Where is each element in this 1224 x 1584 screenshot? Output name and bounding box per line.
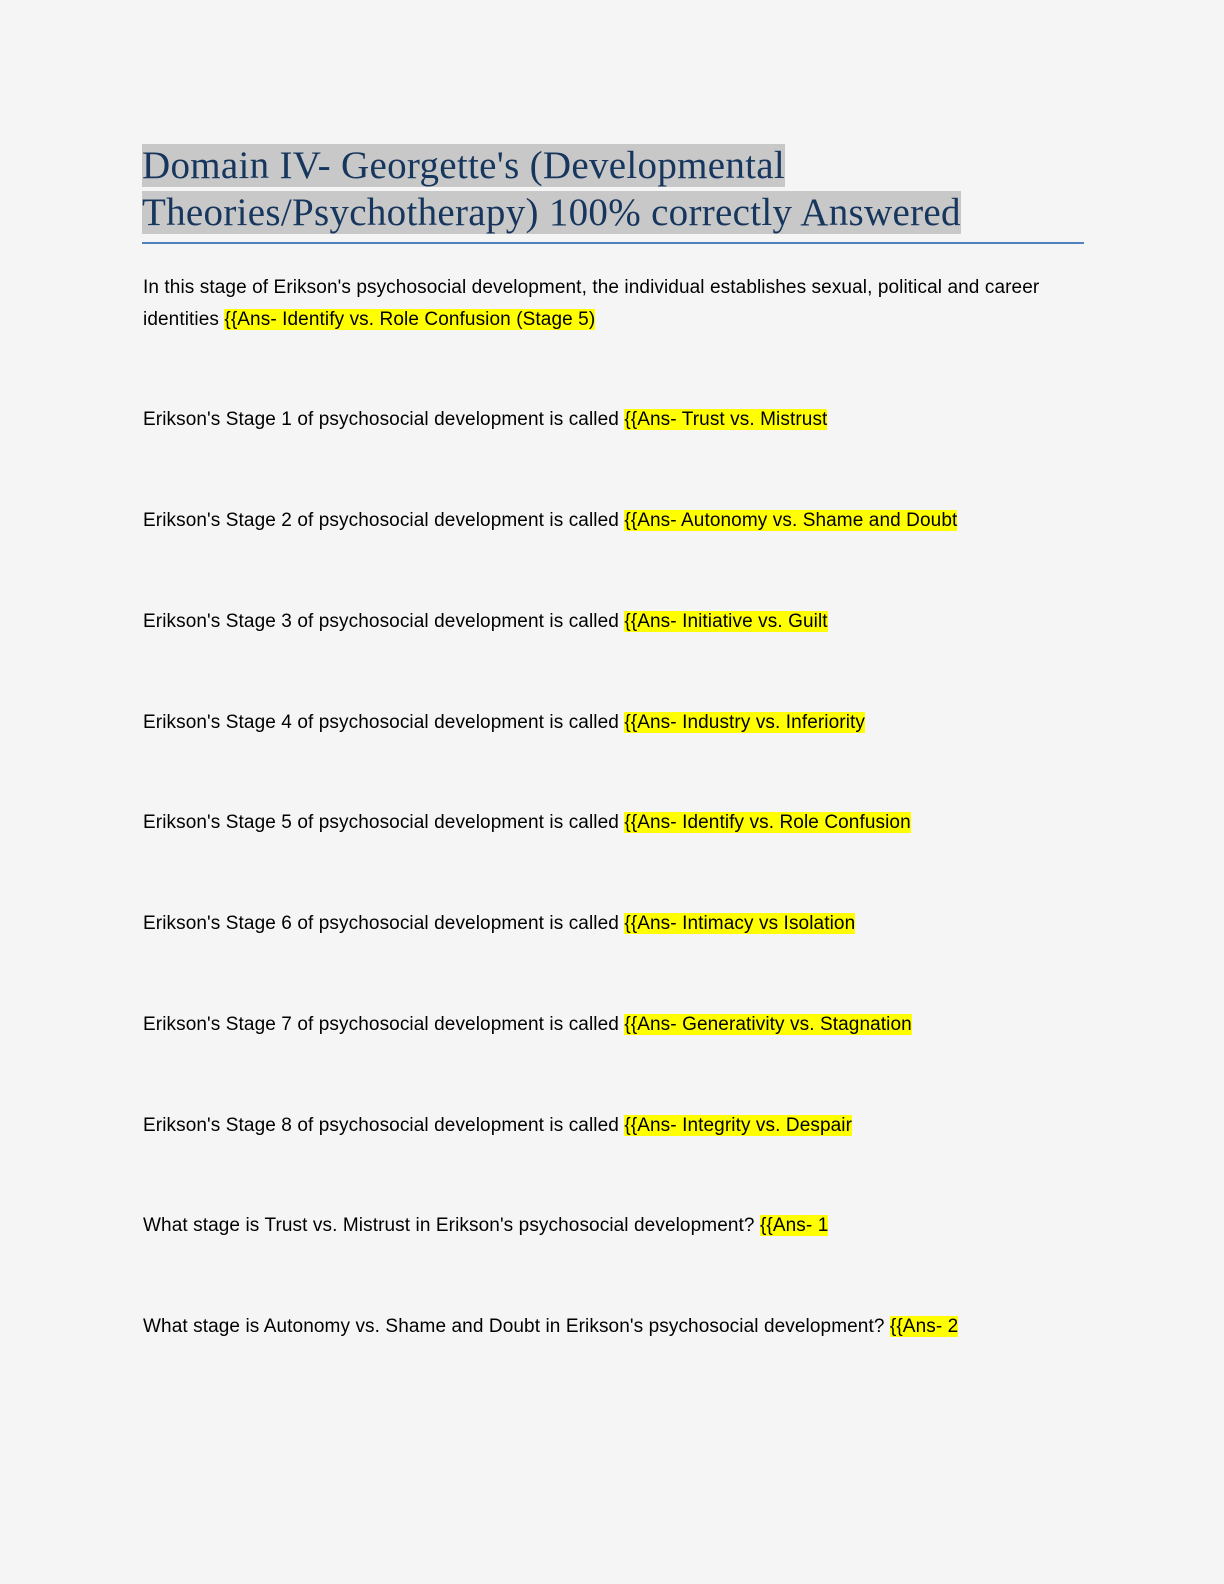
question-text: Erikson's Stage 4 of psychosocial development is called <box>143 712 619 733</box>
qa-item <box>143 505 1083 537</box>
answer-highlight: {{Ans- Integrity vs. Despair <box>624 1115 853 1136</box>
answer-highlight: {{Ans- Industry vs. Inferiority <box>624 712 866 733</box>
qa-item <box>143 1311 1083 1343</box>
answer-highlight: {{Ans- Intimacy vs Isolation <box>624 913 856 934</box>
answer-highlight: {{Ans- Trust vs. Mistrust <box>624 409 828 430</box>
question-text: What stage is Trust vs. Mistrust in Erikson's psychosocial development? <box>143 1215 755 1236</box>
answer-highlight: {{Ans- Generativity vs. Stagnation <box>624 1014 912 1035</box>
qa-item <box>143 908 1083 940</box>
answer-highlight: {{Ans- Initiative vs. Guilt <box>624 611 828 632</box>
question-text: Erikson's Stage 1 of psychosocial development is called <box>143 409 619 430</box>
qa-item <box>143 272 1083 336</box>
answer-highlight: {{Ans- 2 <box>889 1316 959 1337</box>
question-text: In this stage of Erikson's psychosocial development, the individual establishes sexual, political and career identities <box>143 277 1040 330</box>
qa-item <box>143 1009 1083 1041</box>
qa-item <box>143 1210 1083 1242</box>
document-title-block <box>142 142 1084 244</box>
qa-item <box>143 1110 1083 1142</box>
qa-item <box>143 807 1083 839</box>
question-text: Erikson's Stage 7 of psychosocial development is called <box>143 1014 619 1035</box>
qa-item <box>143 606 1083 638</box>
qa-item <box>143 707 1083 739</box>
question-text: Erikson's Stage 3 of psychosocial development is called <box>143 611 619 632</box>
question-text: Erikson's Stage 6 of psychosocial development is called <box>143 913 619 934</box>
question-text: Erikson's Stage 5 of psychosocial development is called <box>143 812 619 833</box>
answer-highlight: {{Ans- 1 <box>759 1215 829 1236</box>
answer-highlight: {{Ans- Autonomy vs. Shame and Doubt <box>624 510 958 531</box>
document-title: Domain IV- Georgette's (Developmental Theories/Psychotherapy) 100% correctly Answered <box>142 144 961 234</box>
answer-highlight: {{Ans- Identify vs. Role Confusion (Stage 5) <box>224 309 596 330</box>
question-text: Erikson's Stage 2 of psychosocial development is called <box>143 510 619 531</box>
qa-item <box>143 404 1083 436</box>
answer-highlight: {{Ans- Identify vs. Role Confusion <box>624 812 911 833</box>
question-text: Erikson's Stage 8 of psychosocial development is called <box>143 1115 619 1136</box>
question-text: What stage is Autonomy vs. Shame and Doubt in Erikson's psychosocial development? <box>143 1316 885 1337</box>
